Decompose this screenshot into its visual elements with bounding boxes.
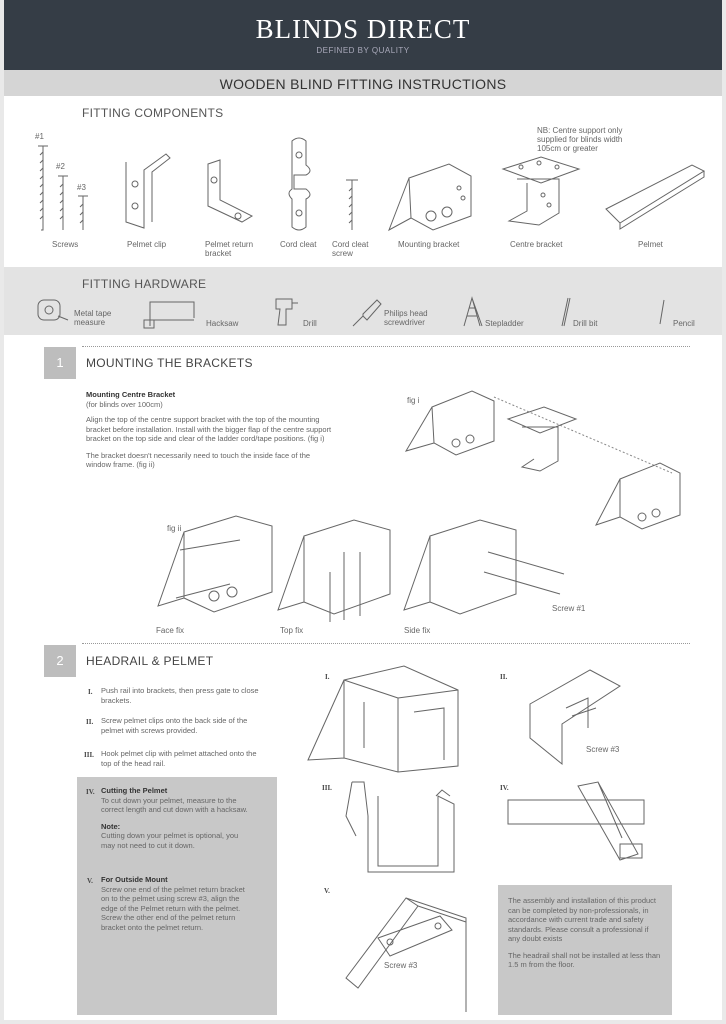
safety-disclaimer-1: The assembly and installation of this product can be completed by non-professionals, in accordance with current trade and safety standards. Please consult a professional if any doubt exists [508, 896, 656, 943]
cutting-text-block [101, 786, 251, 850]
label-pelmet-clip: Pelmet clip [127, 240, 167, 249]
cord-cleat-icon [284, 135, 314, 235]
centre-bracket-subnote: (for blinds over 100cm) [86, 399, 163, 409]
outside-mount-diagram-v [342, 882, 478, 1012]
side-fix-label: Side fix [404, 626, 431, 635]
fig-i-label: fig i [407, 396, 420, 405]
label-stepladder: Stepladder [485, 319, 524, 328]
label-screwdriver: Philips head screwdriver [384, 309, 428, 327]
label-cord-cleat: Cord cleat [280, 240, 317, 249]
cutting-text: To cut down your pelmet, measure to the correct length and cut down with a hacksaw. [101, 795, 248, 814]
outside-mount-num: V. [87, 877, 93, 885]
divider [82, 346, 690, 347]
step-2-num-i: I. [88, 688, 93, 696]
screw-tag-3: #3 [77, 183, 86, 192]
pelmet-return-bracket-icon [202, 160, 258, 230]
label-centre-bracket: Centre bracket [510, 240, 563, 249]
safety-text [508, 896, 662, 970]
outside-mount-block [101, 875, 251, 932]
outside-mount-title: For Outside Mount [101, 875, 168, 884]
centre-bracket-subhead: Mounting Centre Bracket [86, 390, 176, 399]
centre-bracket-icon [499, 155, 584, 235]
centre-bracket-instructions: Align the top of the centre support bracket with the top of the mounting bracket before installation. Install with the bigger flap of the centre support bracket on the top side and clear of the ladder cord/tape positions. (fig i) [86, 415, 332, 443]
title-bar [4, 70, 722, 96]
screw-3-label-a: Screw #3 [586, 745, 620, 754]
step-2-num-iii: III. [84, 751, 94, 759]
label-pelmet-return-bracket: Pelmet return bracket [205, 240, 254, 258]
outside-mount-text: Screw one end of the pelmet return bracket on to the pelmet using screw #3, align the edge of the Pelmet return with the pelmet. Screw the other end of the pelmet return bracket onto the pelmet return. [101, 884, 245, 932]
frame-contact-note: The bracket doesn't necessarily need to touch the inside face of the window frame. (fig ii) [86, 450, 311, 469]
step-number-2: 2 [44, 645, 76, 677]
label-cord-cleat-screw: Cord cleat screw [332, 240, 369, 258]
label-tape-measure: Metal tape measure [74, 309, 112, 327]
step-2-text-i: Push rail into brackets, then press gate to close brackets. [101, 686, 259, 705]
top-fix-label: Top fix [280, 626, 304, 635]
hacksaw-icon [144, 298, 202, 330]
header-banner [4, 0, 722, 70]
pelmet-icon [604, 163, 709, 233]
step-number-1: 1 [44, 347, 76, 379]
components-heading: FITTING COMPONENTS [82, 106, 224, 120]
label-pencil: Pencil [673, 319, 695, 328]
step-2-text-ii: Screw pelmet clips onto the back side of the pelmet with screws provided. [101, 716, 248, 735]
step-1-title: MOUNTING THE BRACKETS [86, 356, 253, 370]
step-2-text-iii: Hook pelmet clip with pelmet attached onto the top of the head rail. [101, 749, 257, 768]
drill-bit-icon [560, 296, 572, 328]
step-1-text [86, 390, 336, 470]
cord-cleat-screw-icon [344, 178, 360, 234]
label-drill: Drill [303, 319, 317, 328]
screw-tag-2: #2 [56, 162, 65, 171]
divider [82, 643, 690, 644]
note-text: Cutting down your pelmet is optional, you may not need to cut it down. [101, 831, 239, 850]
hook-clip-diagram-iii [342, 776, 462, 876]
fig-label-ii: II. [500, 673, 508, 681]
page-title: WOODEN BLIND FITTING INSTRUCTIONS [219, 76, 507, 92]
fig-label-i: I. [325, 673, 330, 681]
hardware-heading: FITTING HARDWARE [82, 277, 207, 291]
cutting-title: Cutting the Pelmet [101, 786, 168, 795]
cutting-num: IV. [86, 788, 95, 796]
stepladder-icon [462, 296, 484, 328]
label-pelmet: Pelmet [638, 240, 663, 249]
screw-1-label: Screw #1 [552, 604, 586, 613]
step-2-title: HEADRAIL & PELMET [86, 654, 214, 668]
face-fix-label: Face fix [156, 626, 185, 635]
centre-support-note: NB: Centre support only supplied for blinds width 105cm or greater [537, 126, 623, 153]
label-screws: Screws [52, 240, 79, 249]
brand-logo: BLINDS DIRECT [255, 14, 471, 44]
fig-label-iv: IV. [500, 784, 509, 792]
note-title: Note: [101, 821, 121, 831]
pencil-icon [658, 298, 668, 326]
drill-icon [274, 295, 298, 327]
pelmet-clip-icon [122, 152, 174, 232]
cutting-diagram-iv [504, 776, 654, 866]
fig-label-v: V. [324, 887, 330, 895]
screw-tag-1: #1 [35, 132, 44, 141]
label-drill-bit: Drill bit [573, 319, 598, 328]
instruction-sheet [4, 0, 722, 1020]
fig-label-iii: III. [322, 784, 332, 792]
label-mounting-bracket: Mounting bracket [398, 240, 460, 249]
screw-3-label-b: Screw #3 [384, 961, 418, 970]
fig-ii-label: fig ii [167, 524, 182, 533]
label-hacksaw: Hacksaw [206, 319, 239, 328]
screws-icon [34, 140, 94, 235]
brand-tagline: DEFINED BY QUALITY [316, 46, 410, 55]
step-2-num-ii: II. [86, 718, 94, 726]
fig-ii-diagram [154, 512, 574, 627]
safety-disclaimer-2: The headrail shall not be installed at less than 1.5 m from the floor. [508, 950, 661, 969]
mounting-bracket-icon [389, 160, 479, 235]
screwdriver-icon [351, 298, 383, 328]
headrail-diagram-i [304, 662, 464, 774]
tape-measure-icon [36, 298, 70, 324]
